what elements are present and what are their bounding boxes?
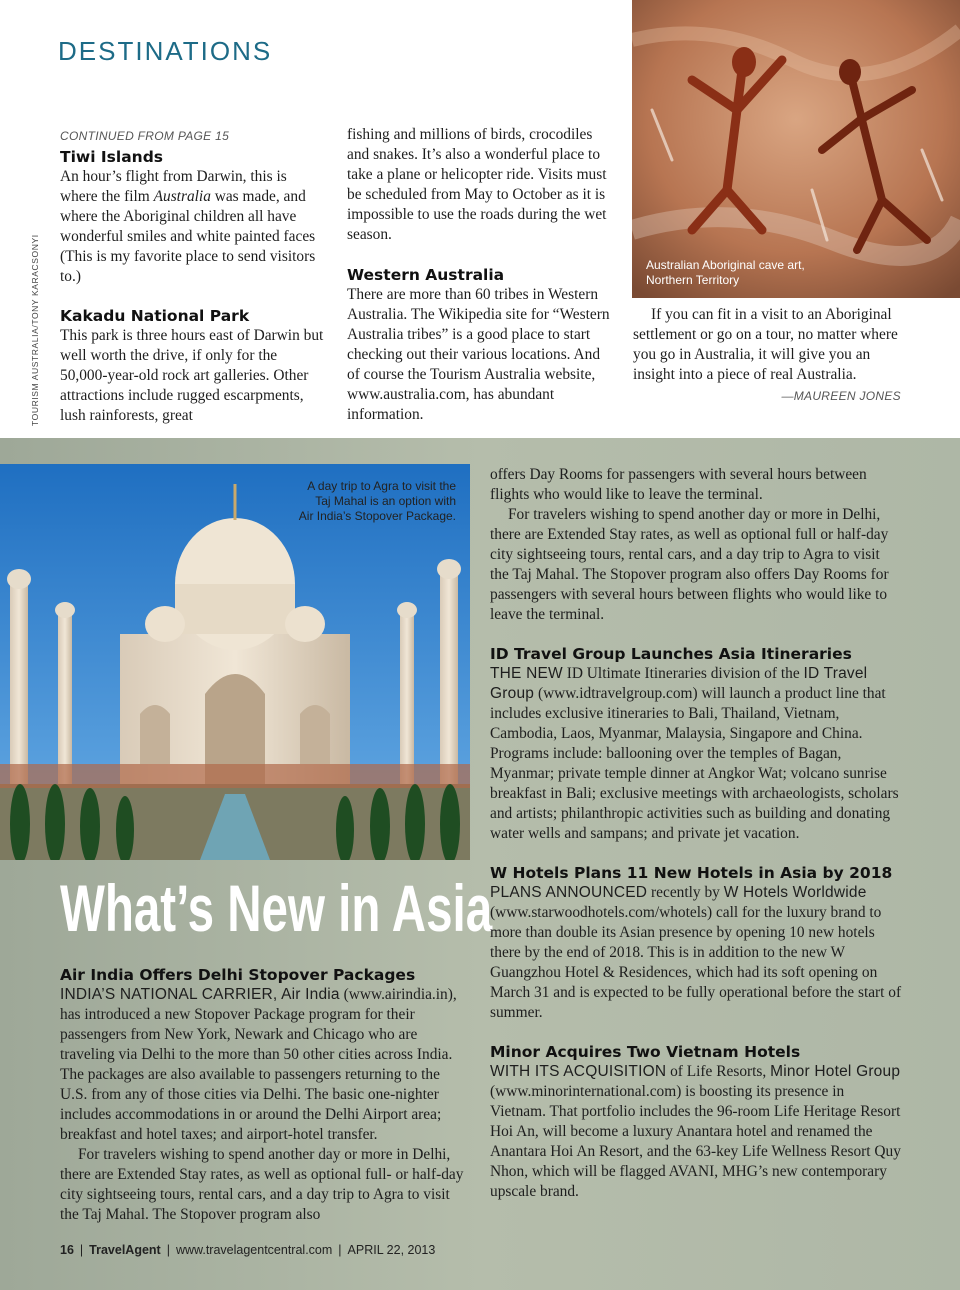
top-column-1 xyxy=(60,126,326,426)
air-india-continued-2: For travelers wishing to spend another day or more in Delhi, there are Extended Stay rates, as well as optional full or half-day city sightseeing tours, rental cars, and a day trip to Agra to visit the Taj Mahal. The Stopover program also offers Day Rooms for passengers with several hours between flights who would like to leave the terminal. xyxy=(490,506,889,623)
id-travel-heading: ID Travel Group Launches Asia Itineraries xyxy=(490,645,852,663)
minor-heading: Minor Acquires Two Vietnam Hotels xyxy=(490,1043,801,1061)
feature-title: What’s New in Asia xyxy=(60,871,493,945)
closing-paragraph: If you can fit in a visit to an Aboriginal settlement or go on a tour, no matter where you go in Australia, it will give you an insight into a piece of real Australia. xyxy=(633,306,898,383)
page-number: 16 xyxy=(60,1243,74,1257)
film-title: Australia xyxy=(153,188,211,205)
continued-kicker: CONTINUED FROM PAGE 15 xyxy=(60,129,230,143)
tiwi-paragraph: An hour’s flight from Darwin, this is where the film Australia was made, and where the Aboriginal children all have wonderful smiles and white painted faces (This is my favorite place to send visitors to.) xyxy=(60,168,316,285)
asia-column-1 xyxy=(60,965,470,1225)
air-india-paragraph-2: For travelers wishing to spend another day or more in Delhi, there are Extended Stay rates, as well as optional full- or half-day city sightseeing tours, rental cars, and a day trip to Agra to visit the Taj Mahal. The Stopover program also xyxy=(60,1146,464,1223)
taj-mahal-photo xyxy=(0,464,470,860)
photo-credit: TOURISM AUSTRALIA/TONY KARACSONYI xyxy=(30,234,40,426)
kakadu-paragraph: This park is three hours east of Darwin but well worth the drive, if only for the 50,000-year-old rock art galleries. Other attractions include rugged escarpments, lush rainforests, great xyxy=(60,327,324,424)
tiwi-heading: Tiwi Islands xyxy=(60,148,164,166)
issue-date: APRIL 22, 2013 xyxy=(347,1243,436,1257)
western-paragraph: There are more than 60 tribes in Western Australia. The Wikipedia site for “Western Australia tribes” is a good place to start checking out their various locations. And of course the Tourism Australia website, www.australia.com, has abundant information. xyxy=(347,286,610,423)
western-heading: Western Australia xyxy=(347,266,505,284)
cave-art-caption: Australian Aboriginal cave art, Northern Territory xyxy=(646,258,805,287)
page-footer: 16 | TravelAgent | www.travelagentcentral.com | APRIL 22, 2013 xyxy=(60,1243,436,1257)
byline: —MAUREEN JONES xyxy=(781,389,901,403)
air-india-lead: INDIA’S NATIONAL CARRIER, Air India xyxy=(60,986,340,1003)
air-india-paragraph-1: INDIA’S NATIONAL CARRIER, Air India (www.airindia.in), has introduced a new Stopover Package program for their passengers from New York, Newark and Chicago who are traveling via Delhi to the more than 50 other cities across India. The packages are also available to passengers returning to the U.S. from any of those cities via Delhi. The basic one-nighter includes accommodations in or around the Delhi Airport area; breakfast and hotel taxes; and airport-hotel transfer. xyxy=(60,986,457,1143)
minor-paragraph: WITH ITS ACQUISITION of Life Resorts, Minor Hotel Group (www.minorinternational.com) is boosting its presence in Vietnam. That portfolio includes the 96-room Life Heritage Resort Hoi An, will become a luxury Anantara hotel and renamed the Anantara Hoi An Resort, and the 63-key Life Wellness Resort Quy Nhon, which will be flagged AVANI, MHG’s new contemporary upscale brand. xyxy=(490,1063,901,1200)
w-hotels-paragraph: PLANS ANNOUNCED recently by W Hotels Worldwide (www.starwoodhotels.com/whotels) call for the luxury brand to more than double its Asian presence by opening 10 new hotels there by the end of 2018. This is in addition to the new W Guangzhou Hotel & Residences, which had its soft opening on March 31 and is expected to be fully operational before the start of summer. xyxy=(490,884,902,1021)
taj-mahal-caption: A day trip to Agra to visit the Taj Mahal is an option with Air India’s Stopover Package. xyxy=(298,479,456,523)
air-india-continued-1: offers Day Rooms for passengers with several hours between flights who would like to leave the terminal. xyxy=(490,466,867,503)
air-india-heading: Air India Offers Delhi Stopover Packages xyxy=(60,966,416,984)
top-column-2 xyxy=(347,125,613,425)
footer-url[interactable]: www.travelagentcentral.com xyxy=(175,1243,333,1257)
kakadu-continued: fishing and millions of birds, crocodiles and snakes. It’s also a wonderful place to take a plane or helicopter ride. Visits must be scheduled from May to October as it is impossible to use the roads during the wet season. xyxy=(347,126,607,243)
asia-column-2 xyxy=(490,465,902,1202)
kakadu-heading: Kakadu National Park xyxy=(60,307,250,325)
cave-art-photo xyxy=(632,0,960,298)
id-travel-paragraph: THE NEW ID Ultimate Itineraries division of the ID Travel Group (www.idtravelgroup.com) will launch a product line that includes exclusive itineraries to Bali, Thailand, Vietnam, Cambodia, Laos, Myanmar, Malaysia, Singapore and China. Programs include: ballooning over the temples of Bagan, Myanmar; private temple dinner at Angkor Wat; volcano sunrise breakfast in Bali; exclusive meetings with archaeologists, scholars and artists; philanthropic activities such as building and donating water wells and sampans; and private jet vacation. xyxy=(490,665,899,842)
cave-art-illustration xyxy=(632,0,960,298)
w-hotels-heading: W Hotels Plans 11 New Hotels in Asia by 2018 xyxy=(490,864,893,882)
top-column-3 xyxy=(633,305,901,406)
section-title: DESTINATIONS xyxy=(58,36,273,66)
magazine-name: TravelAgent xyxy=(89,1243,161,1257)
